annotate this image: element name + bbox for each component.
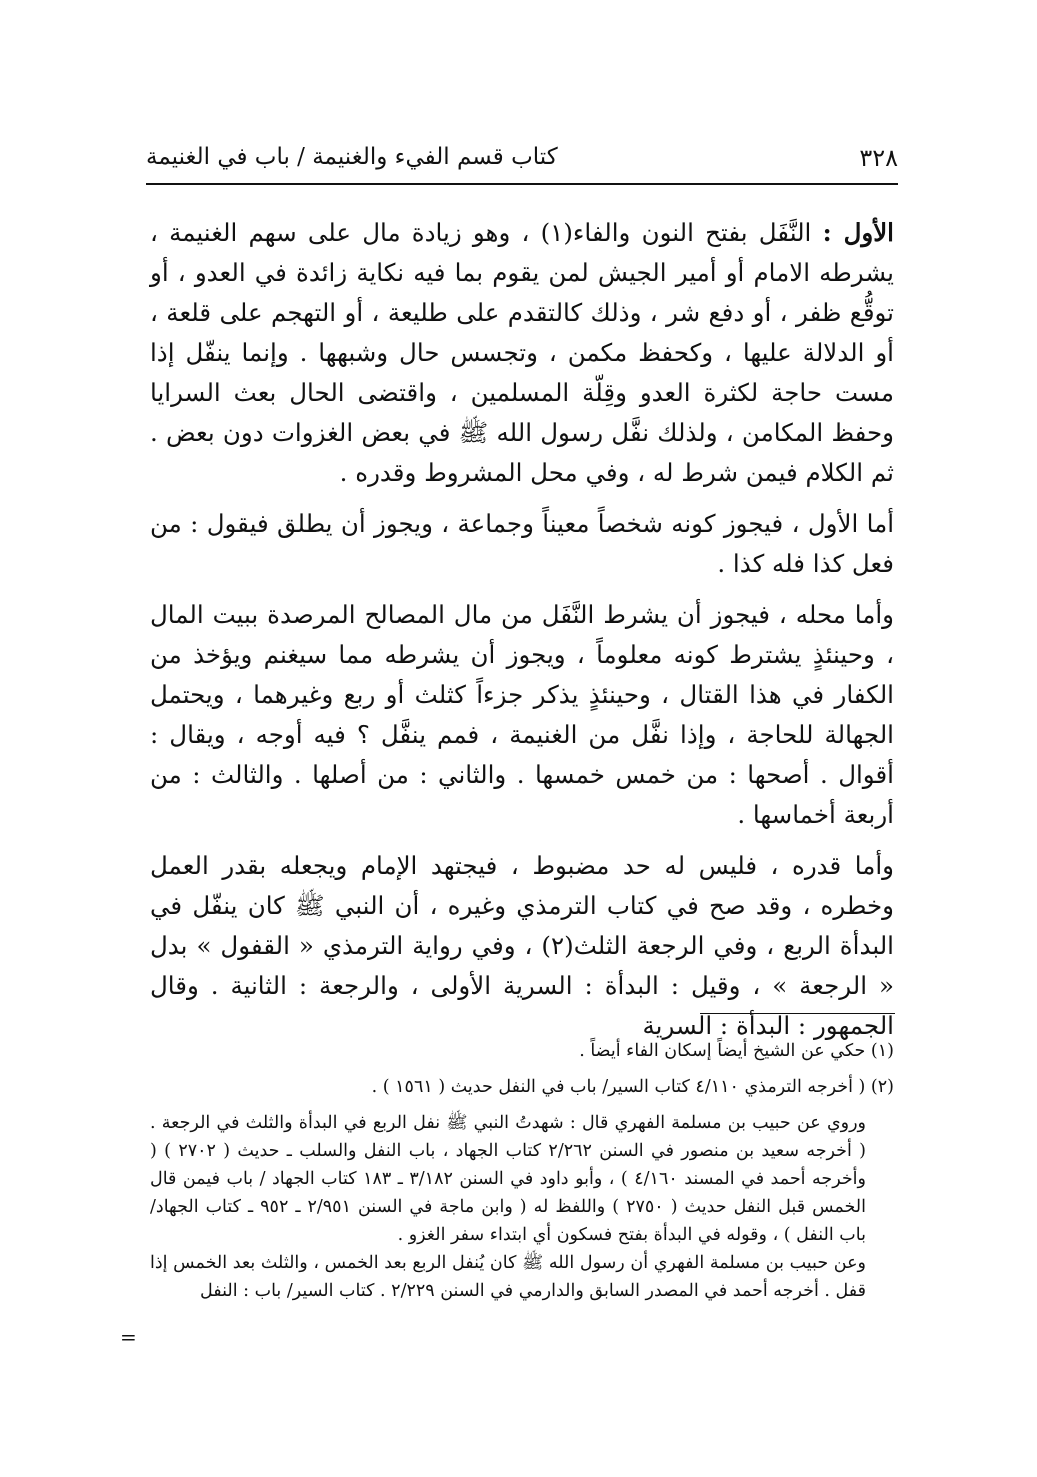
paragraph-2: أما الأول ، فيجوز كونه شخصاً معيناً وجماعة ، ويجوز أن يطلق فيقول : من فعل كذا فله كذا .: [150, 509, 894, 578]
page-header: [146, 140, 898, 180]
main-text: [150, 213, 894, 1046]
paragraph-3: وأما محله ، فيجوز أن يشرط النَّفَل من مال المصالح المرصدة ببيت المال ، وحينئذٍ يشترط كونه معلوماً ، ويجوز أن يشرطه مما سيغنم ويؤخذ من الكفار في هذا القتال ، وحينئذٍ يذكر جزءاً كثلث أو ربع وغيرهما ، ويحتمل الجهالة للحاجة ، وإذا نفَّل من الغنيمة ، فمم ينفَّل ؟ فيه أوجه ، ويقال : أقوال . أصحها : من خمس خمسها . والثاني : من أصلها . والثالث : من أربعة أخماسها .: [150, 600, 894, 829]
paragraph-lead: الأول :: [822, 218, 894, 247]
continuation-mark: =: [120, 1325, 137, 1349]
footnote-2-additional: وعن حبيب بن مسلمة الفهري أن رسول الله ﷺ كان يُنفل الربع بعد الخمس ، والثلث بعد الخمس إذا قفل . أخرجه أحمد في المصدر السابق والدارمي في السنن ٢/٢٢٩ . كتاب السير/ باب : النفل: [150, 1253, 866, 1301]
footnotes: [150, 1037, 894, 1305]
footnote-1: (١) حكي عن الشيخ أيضاً إسكان الفاء أيضاً .: [579, 1041, 894, 1061]
paragraph-4: وأما قدره ، فليس له حد مضبوط ، فيجتهد الإمام ويجعله بقدر العمل وخطره ، وقد صح في كتاب الترمذي وغيره ، أن النبي ﷺ كان ينفّل في البدأة الربع ، وفي الرجعة الثلث(٢) ، وفي رواية الترمذي « القفول » بدل « الرجعة » ، وقيل : البدأة : السرية الأولى ، والرجعة : الثانية . وقال الجمهور : البدأة : السرية: [150, 851, 894, 1040]
header-rule: [146, 183, 898, 185]
footnote-2-continuation: وروي عن حبيب بن مسلمة الفهري قال : شهدتُ النبي ﷺ نفل الربع في البدأة والثلث في الرجعة . ( أخرجه سعيد بن منصور في السنن ٢/٢٦٢ كتاب الجهاد ، باب النفل والسلب ـ حديث ( ٢٧٠٢ ) ( وأخرجه أحمد في المسند ٤/١٦٠ ) ، وأبو داود في السنن ٣/١٨٢ ـ ١٨٣ كتاب الجهاد / باب فيمن قال الخمس قبل النفل حديث ( ٢٧٥٠ ) واللفظ له ( وابن ماجة في السنن ٢/٩٥١ ـ ٩٥٢ ـ كتاب الجهاد/ باب النفل ) ، وقوله في البدأة بفتح فسكون أي ابتداء سفر الغزو .: [150, 1113, 867, 1245]
footnote-2: (٢) ( أخرجه الترمذي ٤/١١٠ كتاب السير/ باب في النفل حديث ( ١٥٦١ ) .: [371, 1077, 894, 1097]
page-number: ٣٢٨: [859, 144, 898, 172]
footnote-rule: [700, 1013, 895, 1014]
paragraph-1: [150, 213, 894, 493]
paragraph-1-text: النَّفَل بفتح النون والفاء(١) ، وهو زيادة مال على سهم الغنيمة ، يشرطه الامام أو أمير الجيش لمن يقوم بما فيه نكاية زائدة في العدو ، أو توقُّع ظفر ، أو دفع شر ، وذلك كالتقدم على طليعة ، أو التهجم على قلعة ، أو الدلالة عليها ، وكحفظ مكمن ، وتجسس حال وشبهها . وإنما ينفّل إذا مست حاجة لكثرة العدو وقِلّة المسلمين ، واقتضى الحال بعث السرايا وحفظ المكامن ، ولذلك نفَّل رسول الله ﷺ في بعض الغزوات دون بعض . ثم الكلام فيمن شرط له ، وفي محل المشروط وقدره .: [150, 218, 894, 487]
running-title: كتاب قسم الفيء والغنيمة / باب في الغنيمة: [146, 144, 558, 170]
